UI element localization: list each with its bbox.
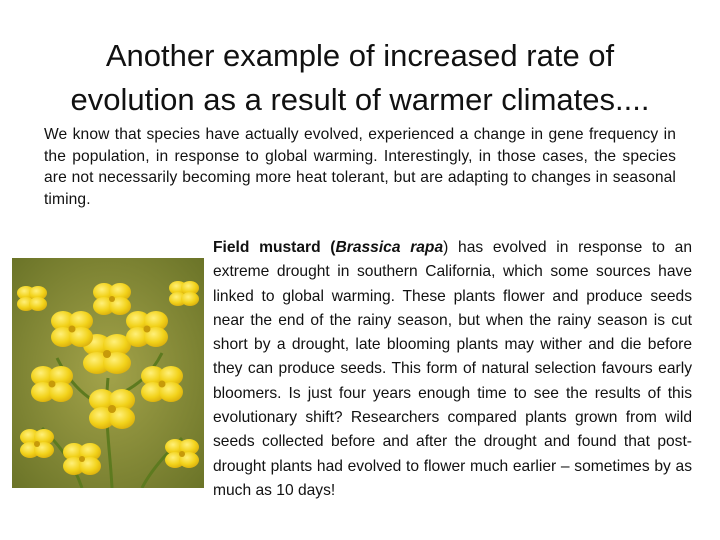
species-common-name: Field mustard (Brassica rapa	[213, 239, 444, 256]
slide-title-line1: Another example of increased rate of	[105, 38, 615, 73]
intro-paragraph: We know that species have actually evolved, experienced a change in gene frequency in the population, in response to global warming. Interestingly, in those cases, the species are not necessarily becoming more heat tolerant, but are adapting to changes in seasonal timing.	[44, 126, 676, 208]
slide-title-line2: evolution as a result of warmer climates....	[70, 82, 650, 117]
species-scientific-name: Brassica rapa	[335, 239, 444, 256]
slide-title	[20, 34, 700, 122]
species-name-close: )	[443, 239, 449, 256]
field-mustard-paragraph	[213, 236, 692, 503]
field-mustard-text: has evolved in response to an extreme drought in southern California, which some sources have linked to global warming. These plants flower and produce seeds near the end of the rainy season, but when the rainy season is cut short by a drought, late blooming plants may wither and die before they can produce seeds. This form of natural selection favours early bloomers. Is just four years enough time to see the results of this evolutionary shift? Researchers compared plants grown from wild seeds collected before and after the drought and found that post-drought plants had evolved to flower much earlier – sometimes by as much as 10 days!	[213, 239, 692, 499]
field-mustard-photo	[12, 258, 204, 488]
